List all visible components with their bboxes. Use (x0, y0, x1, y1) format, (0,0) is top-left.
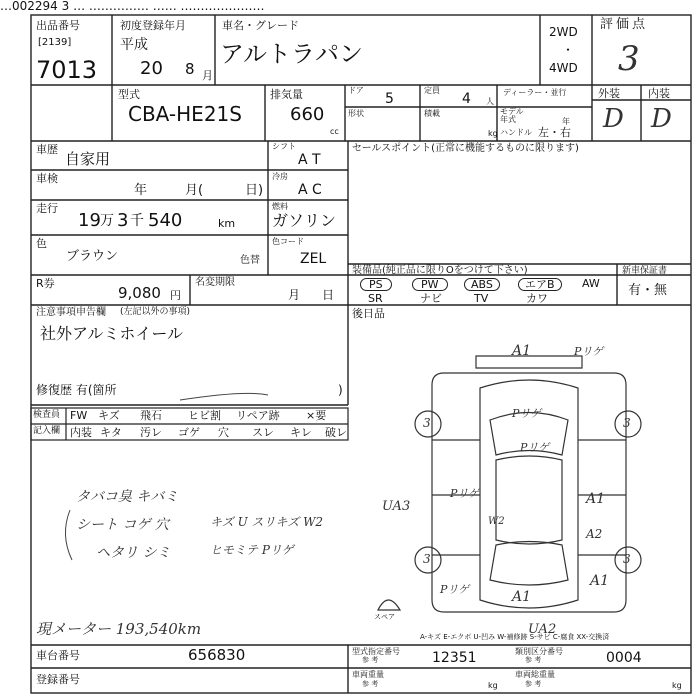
category-label: 車歴 (36, 143, 58, 156)
handle-value: 左・右 (538, 126, 571, 139)
mark-ua2: UA2 (528, 622, 557, 637)
repair-history: 修復歴 有(箇所 (36, 383, 117, 397)
displacement-unit: cc (330, 127, 339, 136)
model-label: 型式 (118, 88, 140, 101)
mileage-label: 走行 (36, 202, 58, 215)
mark-prige-rear: Pリゲ (440, 583, 470, 596)
doors-value: 5 (385, 91, 394, 107)
damage-legend: A-キズ E-エクボ U-凹み W-補修跡 S-サビ C-腐食 XX-交換済 (420, 633, 610, 641)
color-code-value: ZEL (300, 251, 327, 267)
inspector-row1-1: 飛石 (140, 409, 162, 422)
notes-sub: (左記以外の事項) (120, 307, 191, 317)
inspector-row1-2: ヒビ割 (188, 409, 221, 422)
model-cert-label: 型式指定番号 (352, 647, 400, 656)
notes-text: 社外アルミホイール (40, 324, 184, 343)
mileage-man-unit: 万 (100, 213, 114, 229)
int-label: 内装 (648, 87, 670, 100)
mark-prige-glass: Pリゲ (520, 441, 550, 454)
notes-label: 注意事項申告欄 (36, 307, 106, 318)
mark-a1-rr: A1 (590, 573, 610, 589)
score-label: 評価点 (600, 17, 649, 32)
car-name-label: 車名・グレード (222, 19, 299, 32)
gross-weight-label: 車両総重量 (515, 670, 555, 679)
capacity-label: 定員 (424, 86, 440, 95)
ext-grade: D (603, 104, 624, 134)
mileage-sen-unit: 千 (130, 213, 144, 229)
hw-line2: シート コゲ 穴 (76, 517, 169, 533)
inspector-row2-head: 内装 (70, 426, 92, 439)
inspector-label1: 検査員 (33, 410, 61, 420)
lot-label: 出品番号 (36, 19, 80, 32)
hw-line3: ヘタリ シミ (96, 545, 171, 561)
model-year-unit: 年 (562, 117, 570, 126)
drive-4wd: 4WD (549, 61, 578, 75)
hw-line1: タバコ臭 キバミ (76, 489, 179, 505)
capacity-unit: 人 (486, 97, 494, 106)
inspector-row2-3: 穴 (218, 426, 229, 439)
mark-a1-top: A1 (512, 343, 532, 359)
first-reg-era: 平成 (120, 37, 148, 53)
hw-right2: ヒモミテ Pリゲ (210, 543, 294, 557)
ac-label: 冷房 (272, 172, 288, 181)
dealer-label: ディーラー・並行 (503, 88, 567, 97)
displacement-value: 660 (290, 104, 325, 125)
inspector-label2: 記入欄 (33, 426, 61, 436)
handle-label: ハンドル (500, 128, 532, 137)
mark-prige-top: Pリゲ (574, 345, 604, 358)
rear-item-label: 後日品 (352, 307, 385, 320)
fuel-value: ガソリン (272, 211, 337, 230)
inspection-month: 月( (185, 183, 204, 198)
name-change-label: 名変期限 (195, 277, 235, 288)
recycle-label: R券 (36, 277, 55, 290)
vehicle-weight-unit: kg (488, 681, 498, 690)
name-change-month: 月 (288, 288, 301, 302)
ext-label: 外装 (598, 87, 620, 100)
equip-tv: TV (474, 292, 489, 305)
lot-code: [2139] (38, 37, 72, 48)
equip-abs: ABS (464, 278, 500, 291)
class-no-label: 類別区分番号 (515, 647, 563, 656)
inspector-row1-4: ×要 (306, 409, 327, 422)
vehicle-weight-sub: 参 考 (362, 680, 379, 688)
mark-3-fl: 3 (423, 416, 431, 430)
mileage-sen: 3 (117, 210, 129, 231)
class-no-value: 0004 (606, 650, 642, 666)
color-value: ブラウン (66, 249, 119, 264)
drive-sep: ・ (562, 43, 575, 57)
model-year-label: モデル年式 (500, 107, 524, 124)
mark-3-rr: 3 (623, 552, 631, 566)
gross-weight-sub: 参 考 (525, 680, 542, 688)
gross-weight-unit: kg (672, 681, 682, 690)
inspector-row2-6: 破レ (325, 426, 347, 439)
displacement-label: 排気量 (270, 88, 303, 101)
equip-aw: AW (582, 277, 600, 290)
reg-no-label: 登録番号 (36, 673, 80, 686)
equip-navi: ナビ (420, 292, 442, 305)
name-change-day: 日 (322, 288, 335, 302)
inspector-row1-head: FW (70, 409, 88, 422)
equip-ps: PS (360, 278, 392, 291)
mark-prige-left: Pリゲ (450, 487, 480, 500)
equipment-label: 装備品(純正品に限りOをつけて下さい) (352, 265, 528, 276)
inspection-label: 車検 (36, 172, 58, 185)
mileage-man: 19 (78, 210, 101, 231)
equip-airbag: エアB (518, 278, 562, 291)
mileage-rest: 540 (148, 210, 183, 231)
drive-2wd: 2WD (549, 25, 578, 39)
mark-a1-right: A1 (586, 491, 606, 507)
model-cert-sub: 参 考 (362, 656, 379, 664)
color-label: 色 (36, 237, 47, 250)
shift-value: A T (298, 152, 321, 168)
inspection-year: 年 (134, 183, 148, 198)
inspector-row2-2: ゴゲ (178, 426, 200, 439)
mileage-unit: km (218, 217, 236, 230)
sales-point-label: セールスポイント(正常に機能するものに限ります) (352, 143, 579, 154)
inspector-row1-0: キズ (98, 409, 120, 422)
mark-3-fr: 3 (623, 416, 631, 430)
equip-pw: PW (412, 278, 448, 291)
header-strip: …002294 3 … …………… …… ………………… (0, 0, 265, 13)
model-value: CBA-HE21S (128, 102, 242, 126)
model-cert-value: 12351 (432, 650, 477, 666)
mark-w2: W2 (488, 516, 505, 527)
color-code-label: 色コード (272, 237, 304, 246)
first-reg-label: 初度登録年月 (120, 19, 186, 32)
inspector-row1-3: リペア跡 (236, 409, 280, 422)
hw-right1: キズ U スリキズ W2 (210, 515, 324, 529)
lot-number: 7013 (36, 56, 98, 84)
fuel-label: 燃料 (272, 202, 288, 211)
hw-odometer: 現メーター 193,540km (36, 620, 202, 638)
shape-label: 形状 (348, 109, 364, 118)
spare-label: スペア (374, 613, 395, 621)
category-value: 自家用 (65, 150, 111, 168)
first-reg-month: 8 (185, 60, 195, 78)
inspection-day: 日) (245, 183, 264, 198)
equip-leather: カワ (526, 292, 548, 305)
chassis-label: 車台番号 (36, 649, 80, 662)
mark-a2: A2 (586, 527, 603, 541)
int-grade: D (651, 104, 672, 134)
chassis-value: 656830 (188, 646, 246, 664)
inspector-row2-1: 汚レ (140, 426, 162, 439)
shift-label: シフト (272, 142, 296, 151)
new-warranty-value: 有・無 (628, 283, 668, 298)
mark-ua3: UA3 (382, 499, 411, 514)
load-label: 積載 (424, 109, 440, 118)
equip-sr: SR (368, 292, 383, 305)
repaint-label: 色替 (240, 255, 260, 266)
score-value: 3 (618, 39, 640, 79)
repair-close: ) (338, 383, 343, 397)
load-unit: kg (488, 129, 498, 138)
mark-3-rl: 3 (423, 552, 431, 566)
inspector-row2-0: キタ (100, 426, 122, 439)
inspector-row2-4: スレ (252, 426, 274, 439)
first-reg-month-unit: 月 (202, 69, 213, 82)
recycle-unit: 円 (170, 289, 181, 302)
class-no-sub: 参 考 (525, 656, 542, 664)
car-name: アルトラパン (220, 40, 364, 68)
doors-label: ドア (348, 86, 364, 95)
first-reg-year: 20 (140, 58, 163, 79)
mark-a1-bottom: A1 (512, 589, 532, 605)
mark-prige-hood: Pリゲ (512, 407, 542, 420)
new-warranty-label: 新車保証書 (622, 266, 668, 276)
ac-value: A C (298, 182, 322, 198)
capacity-value: 4 (462, 91, 471, 107)
recycle-value: 9,080 (118, 284, 161, 302)
inspector-row2-5: キレ (290, 426, 312, 439)
vehicle-weight-label: 車両重量 (352, 670, 384, 679)
